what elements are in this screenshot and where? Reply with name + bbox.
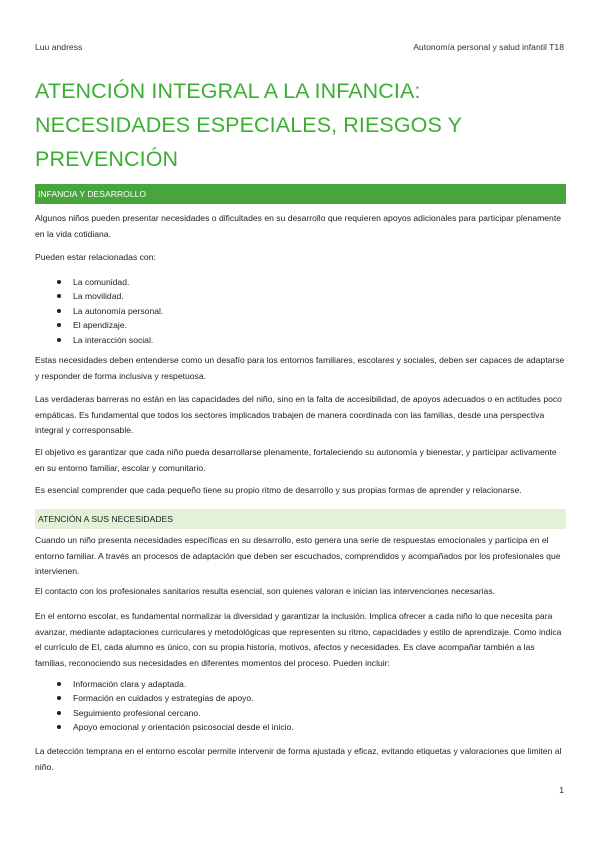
bullet-icon: [57, 711, 61, 715]
list-item: Apoyo emocional y orientación psicosocial desde el inicio.: [35, 720, 294, 734]
section2-paragraph: Cuando un niño presenta necesidades específicas en su desarrollo, esto genera una serie de respuestas emocionales y participa en el entorno familiar. A través an procesos de adaptación que deben ser escuchados, comprendidos y acompañados por los profesionales que intervienen.: [35, 535, 561, 576]
page-number: 1: [559, 785, 564, 795]
section1-list-intro: Pueden estar relacionadas con:: [35, 252, 156, 262]
bullet-icon: [57, 323, 61, 327]
section2-paragraph: El contacto con los profesionales sanitarios resulta esencial, son quienes valoran e inician las intervenciones necesarias.: [35, 586, 496, 596]
bullet-icon: [57, 280, 61, 284]
section-heading-infancia: INFANCIA Y DESARROLLO: [35, 184, 566, 204]
list-item: Seguimiento profesional cercano.: [35, 706, 294, 720]
bullet-icon: [57, 338, 61, 342]
bullet-icon: [57, 696, 61, 700]
section1-paragraph: El objetivo es garantizar que cada niño pueda desarrollarse plenamente, fortaleciendo su autonomía y bienestar, y participar activamente en su entorno familiar, escolar y comunitario.: [35, 447, 557, 473]
list-item: La movilidad.: [35, 289, 163, 303]
list-item: La interacción social.: [35, 333, 163, 347]
bullet-icon: [57, 309, 61, 313]
section1-paragraph: Estas necesidades deben entenderse como un desafío para los entornos familiares, escolares y sociales, deben ser capaces de adaptarse y responder de forma inclusiva y respetuosa.: [35, 355, 565, 381]
bullet-icon: [57, 725, 61, 729]
section-heading-atencion: ATENCIÓN A SUS NECESIDADES: [35, 509, 566, 529]
section1-paragraph: Es esencial comprender que cada pequeño tiene su propio ritmo de desarrollo y sus propias formas de aprender y relacionarse.: [35, 485, 522, 495]
list-item: Formación en cuidados y estrategias de apoyo.: [35, 691, 294, 705]
header-subject: Autonomía personal y salud infantil T18: [413, 42, 564, 52]
bullet-icon: [57, 294, 61, 298]
section2-closing: La detección temprana en el entorno escolar permite intervenir de forma ajustada y eficaz, evitando etiquetas y valoraciones que limiten al niño.: [35, 746, 562, 772]
list-item: La comunidad.: [35, 275, 163, 289]
section2-list: [35, 677, 294, 735]
section1-list: [35, 275, 163, 347]
bullet-icon: [57, 682, 61, 686]
list-item: Información clara y adaptada.: [35, 677, 294, 691]
section1-intro: Algunos niños pueden presentar necesidades o dificultades en su desarrollo que requieren apoyos adicionales para participar plenamente en la vida cotidiana.: [35, 213, 561, 239]
section1-paragraph: Las verdaderas barreras no están en las capacidades del niño, sino en la falta de accesibilidad, de apoyos adecuados o en actitudes poco empáticas. Es fundamental que todos los sectores implicados trabajen de manera coordinada con las familias, desde una perspectiva integral y corresponsable.: [35, 394, 562, 435]
header-author: Luu andress: [35, 42, 83, 52]
section2-paragraph: En el entorno escolar, es fundamental normalizar la diversidad y garantizar la inclusión. Implica ofrecer a cada niño lo que necesita para avanzar, mediante adaptaciones curriculares y metodológicas que representen su ritmo, capacidades y estilo de aprendizaje. Como indica el currículo de EI, cada alumno es único, con su propia historia, motivos, afectos y necesidades. Es clave acompañar también a las familias, reconociendo sus necesidades en diferentes momentos del proceso. Pueden incluir:: [35, 611, 562, 668]
list-item: El apendizaje.: [35, 318, 163, 332]
list-item: La autonomía personal.: [35, 304, 163, 318]
document-title: ATENCIÓN INTEGRAL A LA INFANCIA: NECESIDADES ESPECIALES, RIESGOS Y PREVENCIÓN: [35, 79, 462, 171]
